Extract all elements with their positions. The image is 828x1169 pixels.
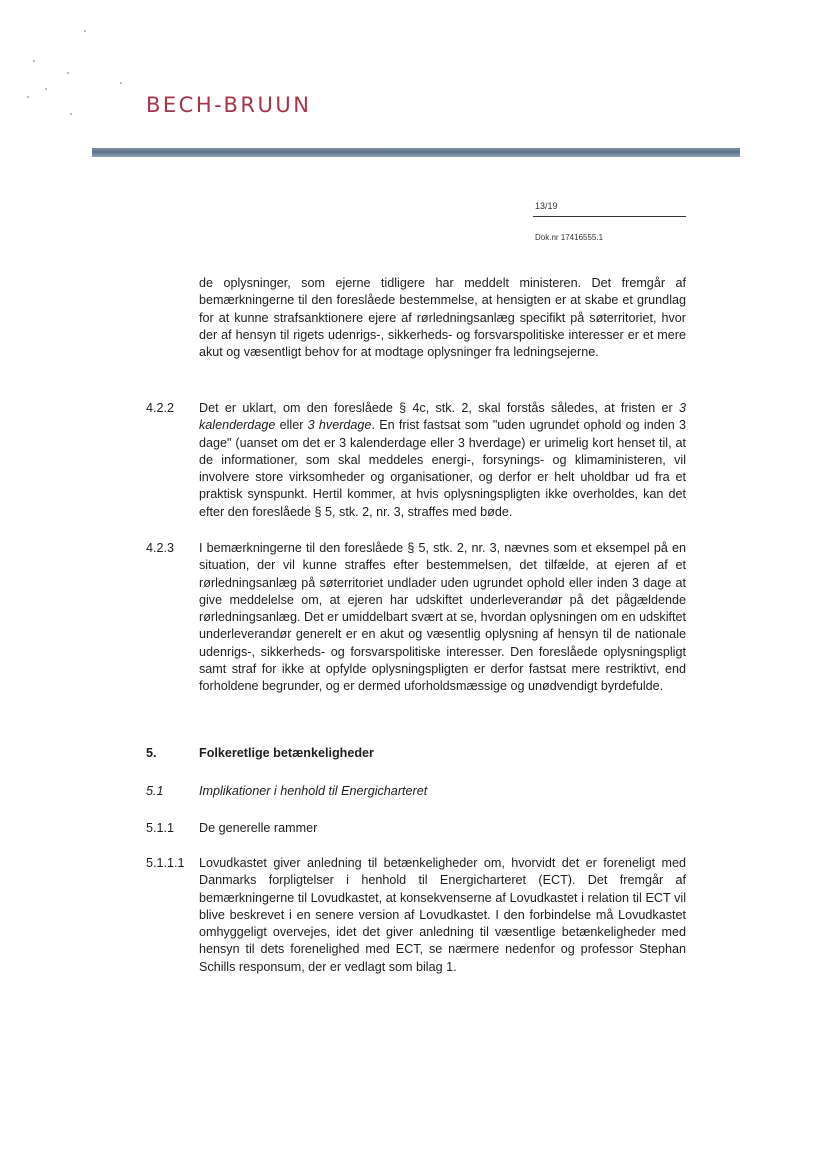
section-number-5-1: 5.1: [146, 784, 164, 798]
scan-speck: [84, 30, 86, 32]
company-logo: BECH-BRUUN: [146, 93, 312, 117]
header-bar: [92, 148, 740, 157]
section-5-1-heading: Implikationer i henhold til Energicharteret: [199, 784, 428, 798]
section-5-heading: Folkeretlige betænkeligheder: [199, 746, 374, 760]
section-5-1-1-1-paragraph: Lovudkastet giver anledning til betænkeligheder om, hvorvidt det er foreneligt med Danmarks forpligtelser i henhold til Energicharteret (ECT). Det fremgår af bemærkningerne til Lovudkastet, at konsekvenserne af Lovudkastet i relation til ECT vil blive beskrevet i en senere version af Lovudkastet. I den forbindelse må Lovudkastet omhyggeligt overvejes, idet det giver anledning til væsentlige betænkeligheder med hensyn til dets forenelighed med ECT, se nærmere nedenfor og professor Stephan Schills responsum, der er vedlagt som bilag 1.: [199, 856, 686, 974]
scan-speck: [45, 88, 47, 90]
section-number-5-1-1-1: 5.1.1.1: [146, 856, 185, 870]
scan-speck: [67, 72, 69, 74]
section-4-2-2-text-b: eller: [275, 418, 308, 433]
intro-paragraph: de oplysninger, som ejerne tidligere har meddelt ministeren. Det fremgår af bemærkningerne til den foreslåede bestemmelse, at hensigten er at skabe et grundlag for at kunne strafsanktionere ejere af rørledningsanlæg specifikt på søterritoriet, hvor der af hensyn til rigets udenrigs-, sikkerheds- og forsvarspolitiske interesser er et mere akut og væsentligt behov for at modtage oplysninger fra ledningsejerne.: [199, 276, 686, 360]
section-4-2-2-italic-b: 3 hverdage: [307, 418, 372, 433]
page-number: 13/19: [535, 201, 558, 211]
section-4-2-2-text-a: Det er uklart, om den foreslåede § 4c, stk. 2, skal forstås således, at fristen er: [199, 401, 679, 415]
section-number-5-1-1: 5.1.1: [146, 821, 175, 835]
section-number-4-2-2: 4.2.2: [146, 401, 175, 415]
scan-speck: [70, 113, 72, 115]
section-number-5: 5.: [146, 746, 157, 760]
section-5-1-1-heading: De generelle rammer: [199, 821, 318, 835]
section-4-2-3-paragraph: I bemærkningerne til den foreslåede § 5, stk. 2, nr. 3, nævnes som et eksempel på en situation, der vil kunne straffes efter bestemmelsen, det tilfælde, at ejeren af et rørledningsanlæg på søterritoriet undlader uden ugrundet ophold eller inden 3 dage at give meddelelse om, at ejeren har udskiftet underleverandør på det pågældende rørledningsanlæg. Det er umiddelbart svært at se, hvordan oplysningen om en udskiftet underleverandør generelt er en akut og væsentlig oplysning af hensyn til de nationale udenrigs-, sikkerheds- og forsvarspolitiske interesser. Den foreslåede oplysningspligt samt straf for ikke at opfylde oplysningspligten er derfor fastsat mere restriktivt, end forholdene begrunder, og er dermed uforholdsmæssige og unødvendigt byrdefulde.: [199, 541, 686, 694]
scan-speck: [27, 96, 29, 98]
document-number: Dok.nr 17416555.1: [535, 233, 604, 242]
scan-speck: [33, 60, 35, 62]
section-number-4-2-3: 4.2.3: [146, 541, 175, 555]
scan-speck: [120, 82, 122, 84]
section-4-2-2-paragraph: [199, 400, 686, 521]
reference-rule: [533, 216, 686, 217]
section-4-2-2-italic-a: 3 kalenderdage: [199, 401, 686, 433]
section-4-2-2-text-c: . En frist fastsat som "uden ugrundet ophold og inden 3 dage" (uanset om det er 3 kalenderdage eller 3 hverdage) er urimelig kort henset til, at de informationer, som skal meddeles energi-, forsynings- og klimaministeren, vil involvere store virksomheder og organisationer, og derfor er helt uholdbar ud fra et praktisk synspunkt. Hertil kommer, at hvis oplysningspligten ikke overholdes, kan det efter den foreslåede § 5, stk. 2, nr. 3, straffes med bøde.: [199, 418, 686, 519]
